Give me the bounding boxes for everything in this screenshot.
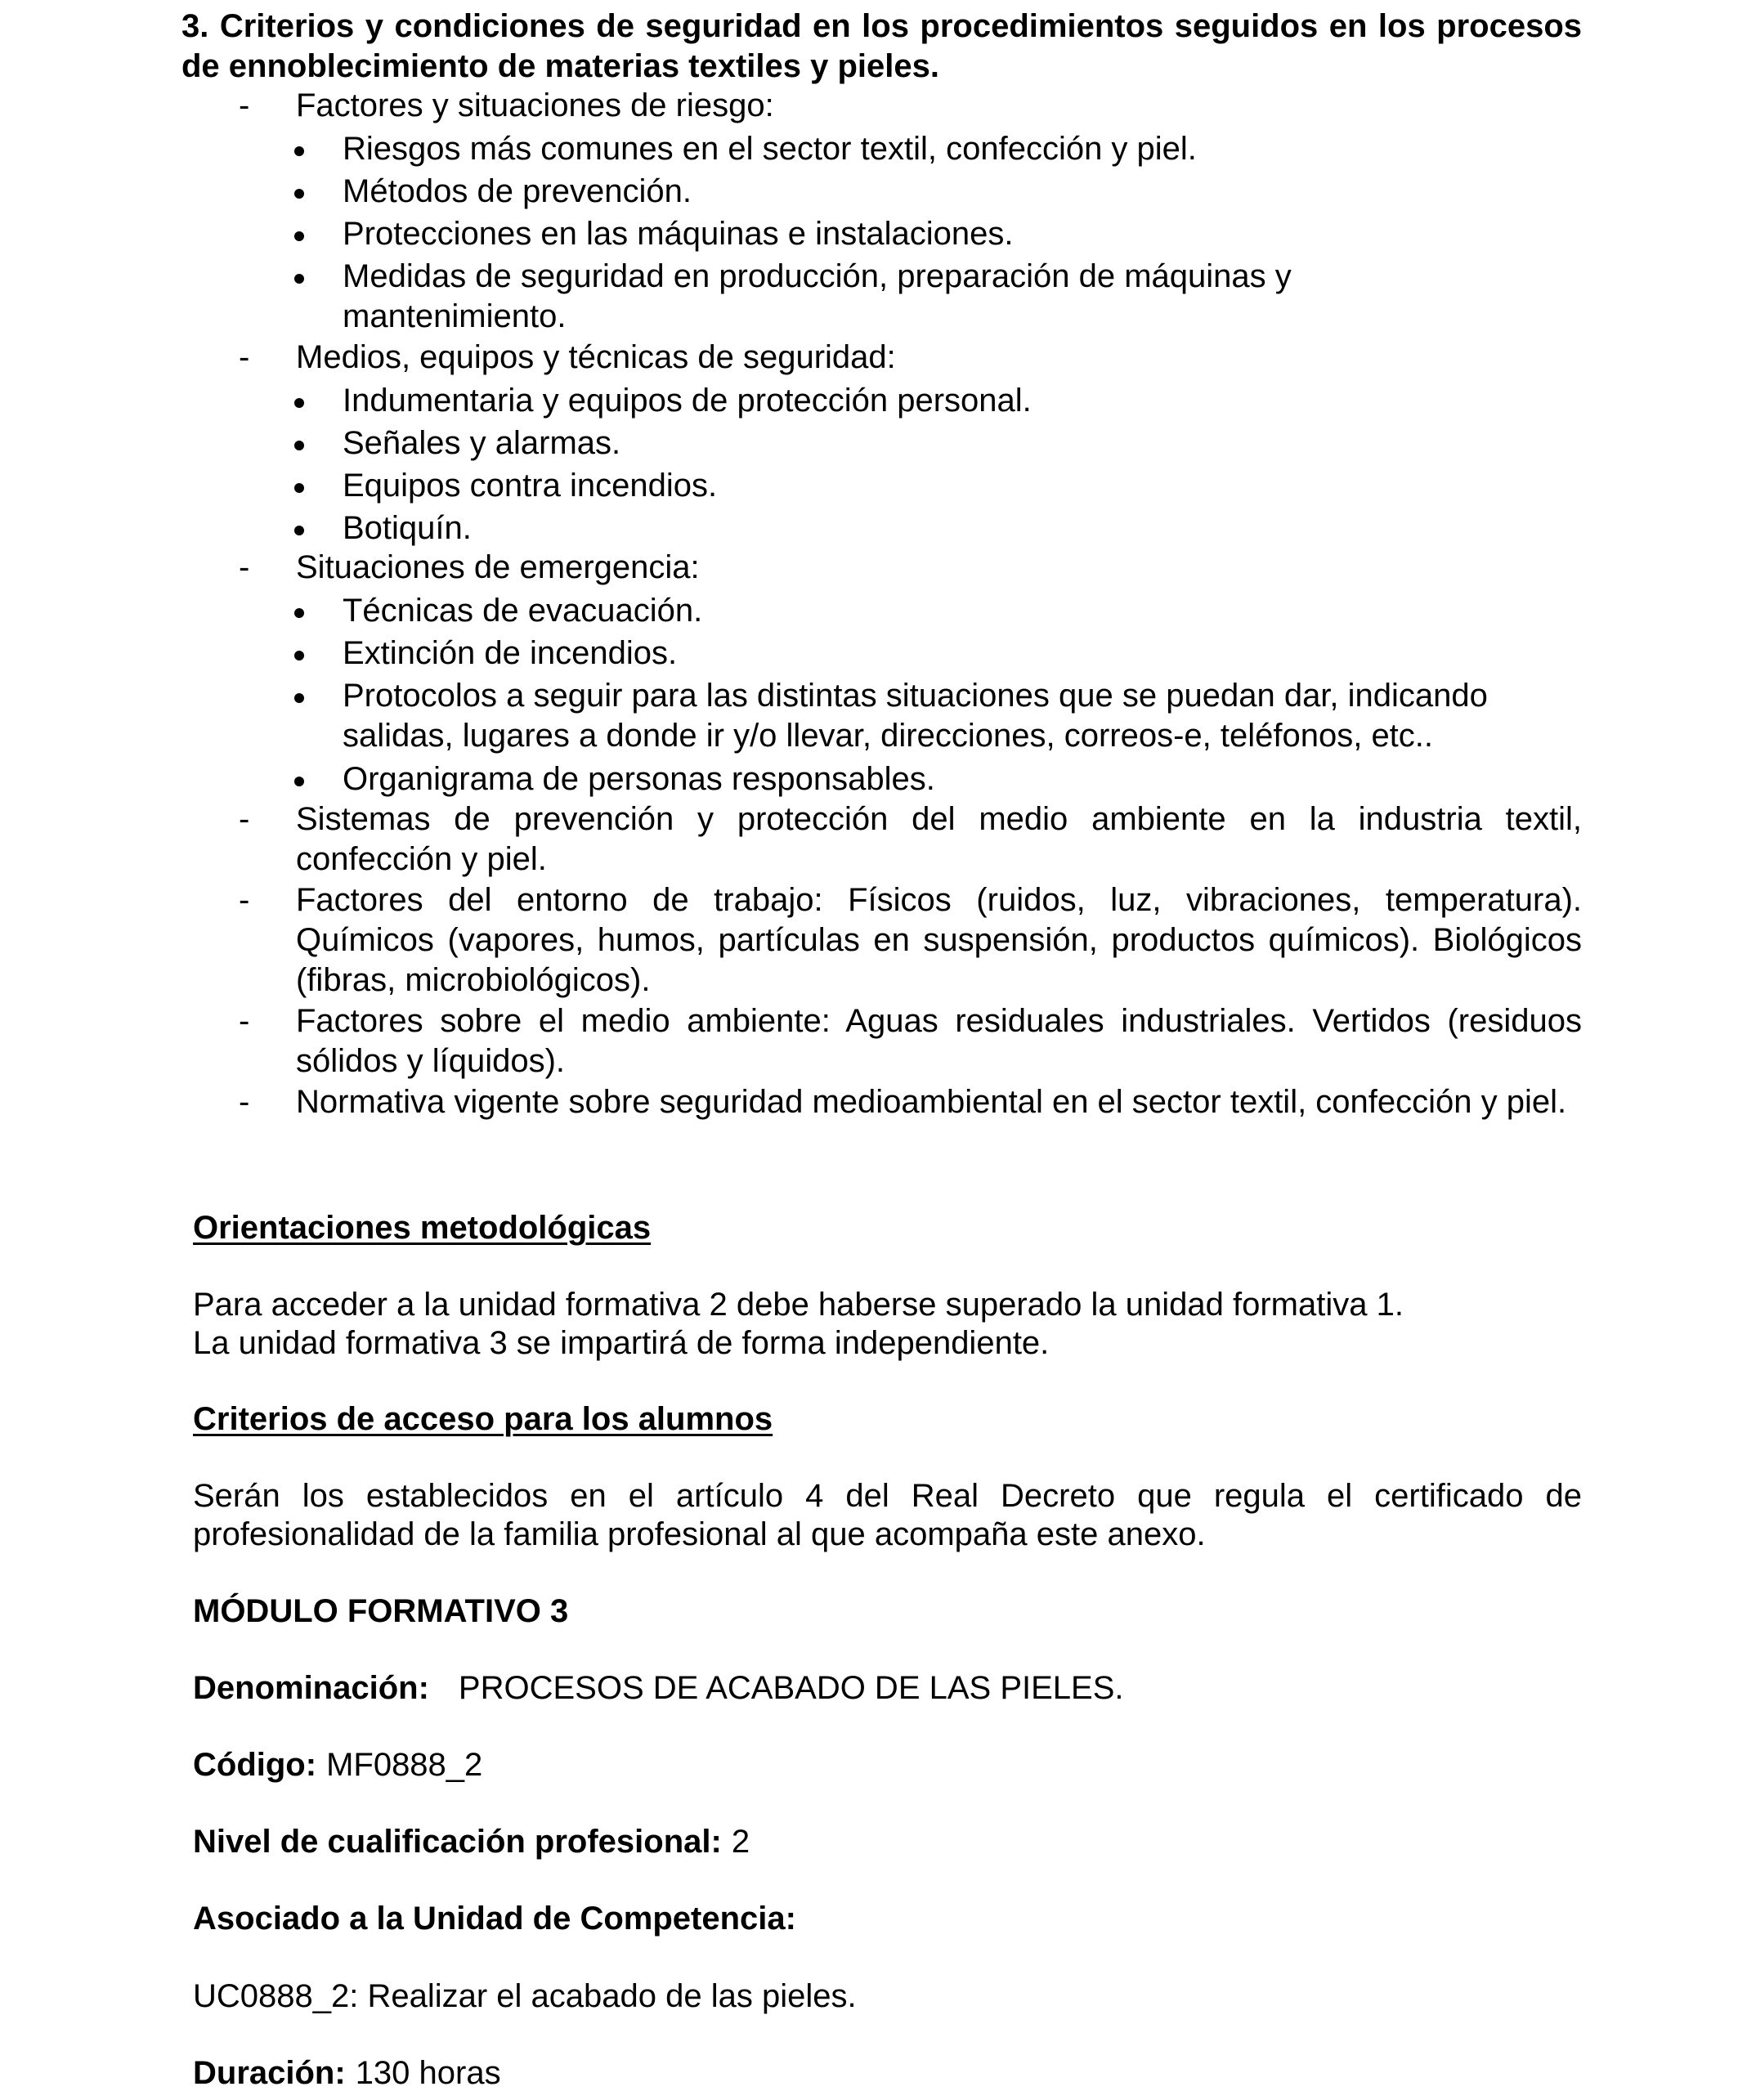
duracion-row [193,2054,1582,2093]
nivel-label: Nivel de cualificación profesional: [193,1824,722,1860]
codigo-row [193,1746,1582,1784]
criterios-text: Serán los establecidos en el artículo 4 del Real Decreto que regula el certificado de profesionalidad de la familia profesional al que acompaña este anexo. [193,1478,1582,1552]
bullet-dot-icon [294,777,304,786]
list-item-text: Factores sobre el medio ambiente: Aguas residuales industriales. Vertidos (residuos sólidos y líquidos). [296,1003,1582,1079]
codigo-value: MF0888_2 [326,1747,483,1783]
bullet-dot-icon [294,608,304,618]
nivel-value: 2 [731,1824,750,1860]
bullet-dot-icon [294,146,304,156]
bullet-text: Organigrama de personas responsables. [343,761,935,797]
bullet-dot-icon [294,651,304,660]
dash-marker: - [239,549,250,585]
section-title-orientaciones: Orientaciones metodológicas [193,1210,652,1246]
bullet-text: Botiquín. [343,510,472,546]
duracion-value: 130 horas [355,2055,501,2091]
nivel-row [193,1823,1582,1861]
bullet-text: Extinción de incendios. [343,635,678,671]
dash-marker: - [239,1003,250,1039]
bullet-dot-icon [294,483,304,493]
denominacion-row [193,1669,1582,1708]
bullet-dot-icon [294,274,304,284]
bullet-dot-icon [294,398,304,408]
bullet-text: Indumentaria y equipos de protección personal. [343,383,1032,419]
dash-marker: - [239,1084,250,1120]
list-item-text: Sistemas de prevención y protección del medio ambiente en la industria textil, confección y piel. [296,801,1582,877]
bullet-dot-icon [294,231,304,241]
orientaciones-line-2: La unidad formativa 3 se impartirá de forma independiente. [193,1325,1050,1361]
asociado-label: Asociado a la Unidad de Competencia: [193,1901,796,1937]
list-item-text: Factores del entorno de trabajo: Físicos (ruidos, luz, vibraciones, temperatura). Químicos (vapores, humos, partículas en suspensión, productos químicos). Biológicos (fibras, microbiológicos). [296,882,1582,998]
denominacion-value: PROCESOS DE ACABADO DE LAS PIELES. [458,1670,1124,1706]
section-title-criterios: Criterios de acceso para los alumnos [193,1401,773,1437]
dash-marker: - [239,882,250,918]
bullet-dot-icon [294,189,304,199]
bullet-text: Señales y alarmas. [343,425,621,461]
section-heading: 3. Criterios y condiciones de seguridad en los procedimientos seguidos en los procesos de ennoblecimiento de materias textiles y pieles. [181,8,1582,84]
bullet-text: Protecciones en las máquinas e instalaciones. [343,216,1014,252]
list-item-text: Normativa vigente sobre seguridad medioambiental en el sector textil, confección y piel. [296,1084,1567,1120]
dash-marker: - [239,339,250,375]
denominacion-label: Denominación: [193,1670,429,1706]
list-item-text: Medios, equipos y técnicas de seguridad: [296,339,896,375]
bullet-text: Protocolos a seguir para las distintas situaciones que se puedan dar, indicando salidas, lugares a donde ir y/o llevar, direcciones, correos-e, teléfonos, etc.. [343,678,1488,754]
bullet-text: Técnicas de evacuación. [343,593,703,629]
bullet-dot-icon [294,693,304,703]
bullet-dot-icon [294,441,304,450]
list-item-text: Situaciones de emergencia: [296,549,700,585]
orientaciones-line-1: Para acceder a la unidad formativa 2 debe haberse superado la unidad formativa 1. [193,1287,1404,1323]
dash-marker: - [239,801,250,837]
bullet-text: Medidas de seguridad en producción, preparación de máquinas y mantenimiento. [343,258,1292,334]
unidad-competencia: UC0888_2: Realizar el acabado de las pieles. [193,1978,857,2014]
dash-marker: - [239,87,250,123]
list-item-text: Factores y situaciones de riesgo: [296,87,774,123]
bullet-text: Equipos contra incendios. [343,468,718,504]
bullet-text: Riesgos más comunes en el sector textil, confección y piel. [343,131,1197,167]
bullet-text: Métodos de prevención. [343,173,692,209]
codigo-label: Código: [193,1747,317,1783]
module-title: MÓDULO FORMATIVO 3 [193,1593,569,1629]
bullet-dot-icon [294,526,304,535]
duracion-label: Duración: [193,2055,346,2091]
